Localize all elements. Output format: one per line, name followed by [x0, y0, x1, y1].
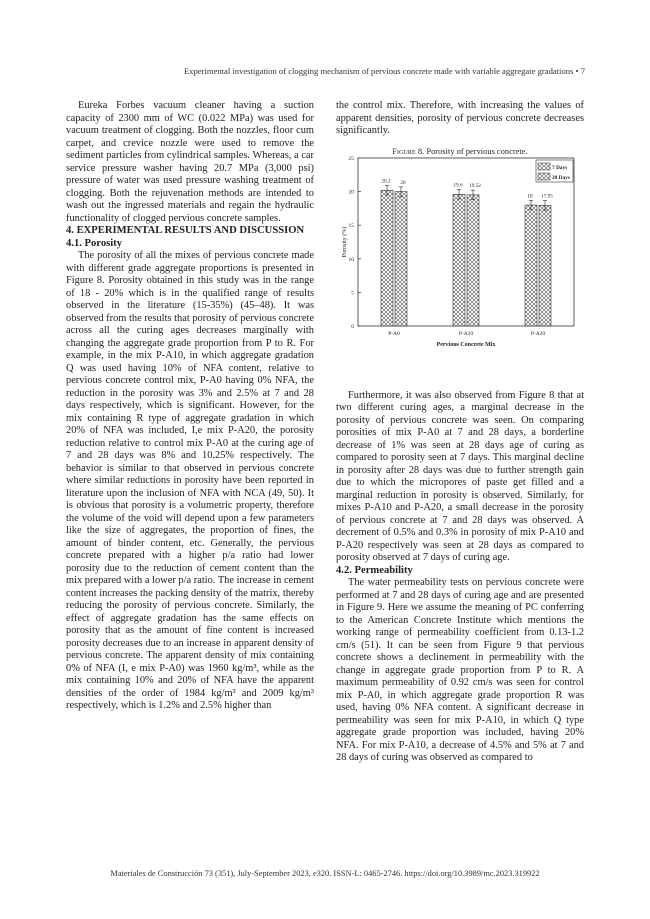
bar-P-A0-7-days: [381, 190, 393, 326]
paragraph-curing-ages: Furthermore, it was also observed from Figure 8 that at two different curing ages, a marginal decrease in the porosity of pervious concrete was seen. On comparing porosities of mix P-A0 at 7 and 28 days, a borderline decrease of 1% was seen at 28 days age of curing as compared to porosity seen at 7 days. This marginal decline in porosity after 28 days was due to further strength gain due to which the micropores of paste get filled and a marginal reduction in porosity is observed. Similarly, for mixes P-A10 and P-A20, a small decrease in the porosity of pervious concrete at 7 and 28 days was observed. A decrement of 0.5% and 0.3% in porosity of mix P-A10 and P-A20 respectively was seen at 28 days as compared to porosity observed at 7 days of curing age.: [336, 389, 584, 563]
paragraph-porosity: The porosity of all the mixes of pervious concrete made with different grade aggregate proportions is presented in Figure 8. Porosity obtained in this study was in the range of 18 - 20% which is in the qualified range of results observed in the literature (15-35%) (45–48). It was observed from the results that porosity of pervious concrete across all the curing ages decreases marginally with changing the aggregate grade proportion from P to R. For example, in the mix P-A10, in which aggregate gradation Q was used having 10% of NFA content, relative to pervious concrete control mix, P-A0 having 0% NFA, the reduction in the porosity was 3% and 2.5% at 7 and 28 days respectively, which is significant. However, for the mix containing R type of aggregate gradation in which 20% of NFA was included, I,e mix P-A20, the porosity reduction relative to control mix P-A0 at the curing age of 7 and 28 days was 8% and 10.25% respectively. The behavior is similar to that observed in pervious concrete where similar reductions in porosity have been reported in literature upon the inclusion of NFA with NCA (49, 50). It is obvious that porosity is a volumetric property, therefore the volume of the void will depend upon a few parameters like the size of aggregates, the proportion of fines, the amount of binder content, etc. Generally, the pervious concrete prepared with a higher p/a ratio had lower porosity due to the reduction of cement content than the mix prepared with a lower p/a ratio. The increase in cement content increases the packing density of the matrix, thereby reducing the porosity of pervious concrete. Similarly, the effect of aggregate gradation has the same effects on porosity that as the amount of fine content is increased porosity decreases due to an increase in apparent density of pervious concrete. The apparent density of mix containing 0% of NFA (I, e mix P-A0) was 1960 kg/m³, while as the mix containing 10% and 20% of NFA have the apparent densities of the order of 1984 kg/m³ and 2009 kg/m³ respectively, which is 1.2% and 2.5% higher than: [66, 250, 314, 711]
y-tick-label: 0: [351, 323, 354, 330]
bar-P-A20-28-days: [539, 205, 551, 326]
y-tick-label: 15: [348, 222, 354, 229]
caption-text: Porosity of pervious concrete.: [426, 146, 528, 156]
bar-P-A20-7-days: [525, 205, 537, 326]
page-footer: Materiales de Construcción 73 (351), July-September 2023, e320. ISSN-L: 0465-2746. https://doi.org/10.3989/mc.2023.319922: [110, 869, 540, 878]
subsection-heading-permeability: 4.2. Permeability: [336, 564, 413, 576]
legend-swatch: [538, 163, 550, 170]
data-label: 20.2: [381, 178, 391, 185]
bar-P-A10-7-days: [453, 194, 465, 326]
x-tick-label: P-A10: [458, 330, 474, 337]
x-axis-label: Pervious Concrete Mix: [436, 341, 496, 348]
legend-label: 7 Days: [552, 164, 568, 171]
x-tick-label: P-A20: [530, 330, 546, 337]
paragraph-control-mix: the control mix. Therefore, with increasing the values of apparent densities, porosity of pervious concrete decreases significantly.: [336, 100, 584, 136]
paragraph-vacuum-treatment: Eureka Forbes vacuum cleaner having a suction capacity of 2300 mm of WC (0.022 MPa) was used for vacuum treatment of clogging. Both the nozzles, floor cum carpet, and crevice nozzle were used to remove the sediment particles from cylindrical samples. Whereas, a car service pressure washer having 20.7 MPa (3,000 psi) pressure of water was used pressure washing treatment of clogging. Both the rejuvenation methods are intended to wash out the ingressed materials and regain the hydraulic functionality of clogged pervious concrete samples.: [66, 100, 314, 224]
data-label: 19.6: [453, 182, 463, 189]
data-label: 17.95: [541, 193, 553, 200]
y-axis-label: Porosity (%): [342, 226, 348, 257]
y-tick-label: 20: [348, 189, 354, 196]
data-label: 18: [527, 192, 533, 199]
bar-P-A10-28-days: [467, 194, 479, 325]
section-heading-results: 4. EXPERIMENTAL RESULTS AND DISCUSSION: [66, 225, 305, 236]
legend-swatch: [538, 173, 550, 180]
running-header: Experimental investigation of clogging mechanism of pervious concrete made with variable aggregate gradations • 7: [183, 66, 585, 76]
x-tick-label: P-A0: [388, 330, 400, 337]
figure-8: [336, 146, 584, 378]
caption-label: Figure 8.: [392, 146, 425, 156]
porosity-bar-chart: [336, 146, 584, 364]
data-label: 20: [400, 179, 406, 186]
left-column: [66, 100, 314, 713]
bar-P-A0-28-days: [395, 191, 407, 325]
legend-label: 28 Days: [552, 174, 570, 181]
subsection-heading-porosity: 4.1. Porosity: [66, 237, 123, 249]
y-tick-label: 25: [348, 155, 354, 162]
y-tick-label: 5: [351, 289, 354, 296]
paragraph-permeability: The water permeability tests on pervious concrete were performed at 7 and 28 days of curing age and are presented in Figure 9. Here we assume the meaning of PC conferring to the American Concrete Institute which mentions the working range of permeability coefficient from 0.13-1.2 cm/s (51). It can be seen from Figure 9 that pervious concrete shows a declinement in permeability with the change in aggregate grade proportion from P to R. A maximum permeability of 0.92 cm/s was seen for control mix P-A0, in which aggregate grade proportion R was used, having 0% NFA content. A significant decrease in permeability was seen for mix P-A10, in which Q type aggregate grade proportion was included, having 20% NFA. For mix P-A10, a decrease of 4.5% and 5% at 7 and 28 days of curing was observed as compared to: [336, 577, 584, 763]
data-label: 19.52: [469, 182, 481, 189]
y-tick-label: 10: [348, 256, 354, 263]
right-column: [336, 100, 584, 765]
